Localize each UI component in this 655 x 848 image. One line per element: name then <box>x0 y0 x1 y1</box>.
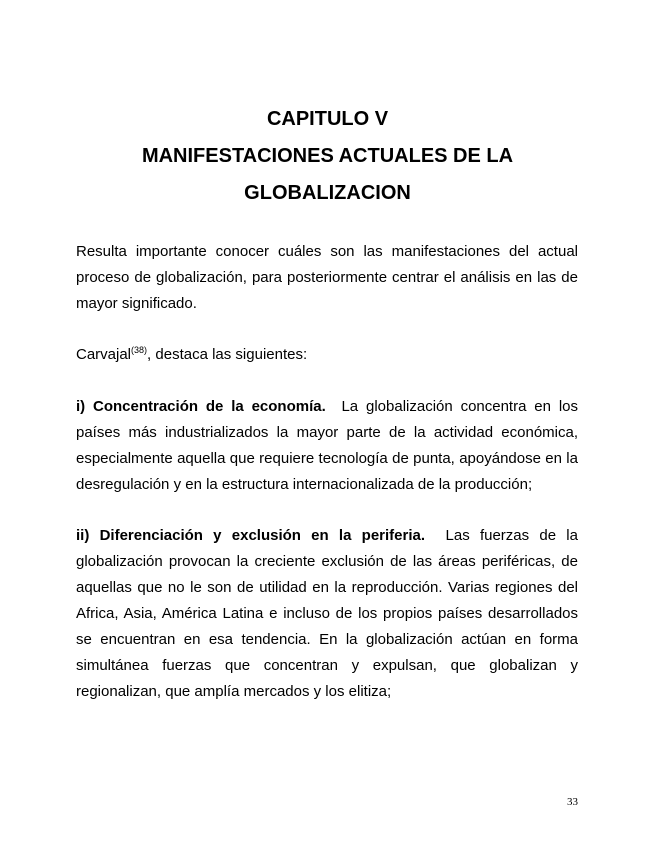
page-number: 33 <box>567 796 578 808</box>
chapter-number: CAPITULO V <box>266 108 389 130</box>
list-item <box>76 394 578 498</box>
intro-paragraph: Resulta importante conocer cuáles son las manifestaciones del actual proceso de globalización, para posteriormente centrar el análisis en las de mayor significado. <box>76 243 578 312</box>
citation-rest: , destaca las siguientes: <box>147 346 308 363</box>
list-item <box>76 523 578 705</box>
list-item-heading: ii) Diferenciación y exclusión en la periferia. <box>76 527 426 544</box>
list-item-heading: i) Concentración de la economía. <box>76 398 326 415</box>
citation-author: Carvajal <box>76 346 132 363</box>
list-item-text: La globalización concentra en los países más industrializados la mayor parte de la actividad económica, especialmente aquella que requiere tecnología de punta, apoyándose en la desregulación y en la estructura internacionalizada de la producción; <box>76 398 578 493</box>
list-item-text: Las fuerzas de la globalización provocan la creciente exclusión de las áreas periféricas, de aquellas que no le son de utilidad en la reproducción. Varias regiones del Africa, Asia, América Latina e incluso de los propios países desarrollados se encuentran en esa tendencia. En la globalización actúan en forma simultánea fuerzas que concentran y expulsan, que globalizan y regionalizan, que amplía mercados y los elitiza; <box>76 527 578 700</box>
chapter-title-line-1: MANIFESTACIONES ACTUALES DE LA <box>141 145 514 167</box>
chapter-title-line-2: GLOBALIZACION <box>244 182 411 204</box>
citation-reference: (38) <box>131 345 148 355</box>
citation-paragraph <box>76 342 578 368</box>
